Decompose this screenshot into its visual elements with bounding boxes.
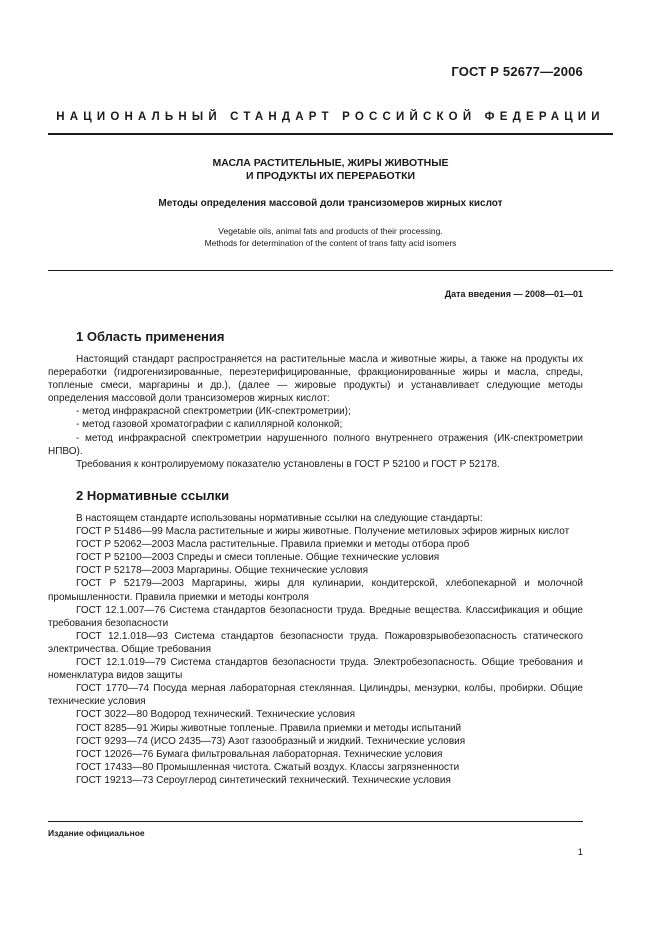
top-rule — [48, 133, 613, 135]
reference-item: ГОСТ 12.1.019—79 Система стандартов безопасности труда. Электробезопасность. Общие требования и номенклатура видов защиты — [48, 657, 583, 682]
reference-item: ГОСТ Р 52062—2003 Масла растительные. Правила приемки и методы отбора проб — [76, 539, 470, 551]
english-title-line-1: Vegetable oils, animal fats and products of their processing. — [218, 226, 443, 236]
edition-label: Издание официальное — [48, 828, 145, 838]
english-title — [48, 225, 613, 249]
bullet-item: - метод газовой хроматографии с капиллярной колонкой; — [76, 419, 343, 431]
reference-item: ГОСТ 12026—76 Бумага фильтровальная лабораторная. Технические условия — [76, 748, 443, 760]
reference-item: ГОСТ 12.1.018—93 Система стандартов безопасности труда. Пожаровзрывобезопасность статического электричества. Общие требования — [48, 630, 583, 655]
section-1-paragraph: Настоящий стандарт распространяется на растительные масла и животные жиры, а также на продукты их переработки (гидрогенизированные, переэтерифицированные, фракционированные жиры и масла, спреды, топленые смеси, маргарины и др.), (далее — жировые продукты) и устанавливает следующие методы определения массовой доли трансизомеров жирных кислот: — [48, 354, 583, 405]
page-number: 1 — [577, 847, 583, 858]
document-title — [48, 157, 613, 183]
reference-item: ГОСТ 9293—74 (ИСО 2435—73) Азот газообразный и жидкий. Технические условия — [76, 735, 466, 747]
reference-item: ГОСТ 12.1.007—76 Система стандартов безопасности труда. Вредные вещества. Классификация и общие требования безопасности — [48, 604, 583, 629]
title-line-1: МАСЛА РАСТИТЕЛЬНЫЕ, ЖИРЫ ЖИВОТНЫЕ — [212, 157, 449, 169]
section-1-heading: 1 Область применения — [76, 329, 225, 344]
middle-rule — [48, 270, 613, 271]
reference-item: ГОСТ 17433—80 Промышленная чистота. Сжатый воздух. Классы загрязненности — [76, 761, 460, 773]
bullet-item: - метод инфракрасной спектрометрии (ИК-спектрометрии); — [76, 406, 351, 418]
section-2-intro: В настоящем стандарте использованы нормативные ссылки на следующие стандарты: — [76, 513, 483, 524]
requirements-text: Требования к контролируемому показателю установлены в ГОСТ Р 52100 и ГОСТ Р 52178. — [76, 458, 500, 470]
national-standard-heading: НАЦИОНАЛЬНЫЙ СТАНДАРТ РОССИЙСКОЙ ФЕДЕРАЦИИ — [56, 111, 605, 123]
reference-item: ГОСТ Р 52100—2003 Спреды и смеси топленые. Общие технические условия — [76, 552, 440, 564]
section-2-heading: 2 Нормативные ссылки — [76, 488, 230, 503]
footer-rule — [48, 821, 583, 822]
section-2-body — [48, 512, 583, 787]
reference-item: ГОСТ Р 51486—99 Масла растительные и жиры животные. Получение метиловых эфиров жирных кислот — [76, 526, 570, 538]
introduction-date: Дата введения — 2008—01—01 — [444, 289, 583, 299]
reference-item: ГОСТ 19213—73 Сероуглерод синтетический технический. Технические условия — [76, 774, 451, 786]
reference-item: ГОСТ Р 52179—2003 Маргарины, жиры для кулинарии, кондитерской, хлебопекарной и молочной промышленности. Правила приемки и методы контроля — [48, 578, 583, 603]
bullet-item: - метод инфракрасной спектрометрии нарушенного полного внутреннего отражения (ИК-спектрометрии НПВО). — [48, 432, 583, 457]
english-title-line-2: Methods for determination of the content of trans fatty acid isomers — [204, 238, 457, 248]
section-1-body — [48, 353, 583, 471]
title-line-2: И ПРОДУКТЫ ИХ ПЕРЕРАБОТКИ — [245, 170, 416, 182]
reference-item: ГОСТ Р 52178—2003 Маргарины. Общие технические условия — [76, 565, 369, 577]
reference-item: ГОСТ 1770—74 Посуда мерная лабораторная стеклянная. Цилиндры, мензурки, колбы, пробирки. Общие технические условия — [48, 683, 583, 708]
reference-item: ГОСТ 3022—80 Водород технический. Технические условия — [76, 709, 356, 721]
document-subtitle: Методы определения массовой доли трансизомеров жирных кислот — [158, 198, 503, 209]
gost-number: ГОСТ Р 52677—2006 — [451, 64, 583, 79]
reference-item: ГОСТ 8285—91 Жиры животные топленые. Правила приемки и методы испытаний — [76, 722, 462, 734]
